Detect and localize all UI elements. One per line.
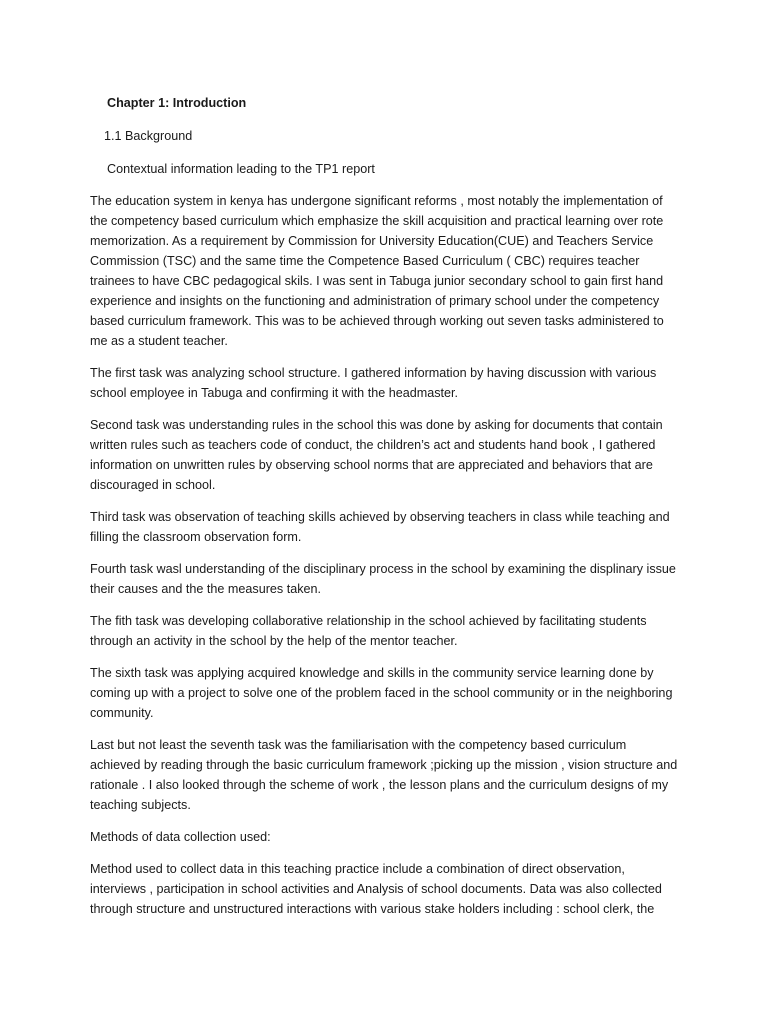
section-title: 1.1 Background	[104, 129, 193, 143]
context-line: Contextual information leading to the TP1 report	[107, 162, 375, 176]
paragraph-third-task: Third task was observation of teaching skills achieved by observing teachers in class while teaching and filling the classroom observation form.	[90, 510, 670, 544]
paragraph-sixth-task: The sixth task was applying acquired knowledge and skills in the community service learning done by coming up with a project to solve one of the problem faced in the school community or in the neighboring community.	[90, 666, 673, 720]
paragraph-fifth-task: The fith task was developing collaborative relationship in the school achieved by facilitating students through an activity in the school by the help of the mentor teacher.	[90, 614, 647, 648]
paragraph-seventh-task: Last but not least the seventh task was the familiarisation with the competency based curriculum achieved by reading through the basic curriculum framework ;picking up the mission , vision structure and rationale . I also looked through the scheme of work , the lesson plans and the curriculum designs of my teaching subjects.	[90, 738, 678, 812]
paragraph-methods: Method used to collect data in this teaching practice include a combination of direct observation, interviews , participation in school activities and Analysis of school documents. Data was also collected through structure and unstructured interactions with various stake holders including : school clerk, the	[90, 862, 662, 916]
paragraph-fourth-task: Fourth task wasl understanding of the disciplinary process in the school by examining the displinary issue their causes and the the measures taken.	[90, 562, 676, 596]
methods-heading: Methods of data collection used:	[90, 830, 271, 844]
paragraph-first-task: The first task was analyzing school structure. I gathered information by having discussion with various school employee in Tabuga and confirming it with the headmaster.	[90, 366, 657, 400]
paragraph-education-system: The education system in kenya has undergone significant reforms , most notably the implementation of the competency based curriculum which emphasize the skill acquisition and practical learning over rote memorization. As a requirement by Commission for University Education(CUE) and Teachers Service Commission (TSC) and the same time the Competence Based Curriculum ( CBC) requires teacher trainees to have CBC pedagogical skils. I was sent in Tabuga junior secondary school to gain first hand experience and insights on the functioning and administration of primary school under the competency based curriculum framework. This was to be achieved through working out seven tasks administered to me as a student teacher.	[90, 194, 664, 348]
document-body	[90, 93, 680, 931]
paragraph-second-task: Second task was understanding rules in the school this was done by asking for documents that contain written rules such as teachers code of conduct, the children’s act and students hand book , I gathered information on unwritten rules by observing school norms that are appreciated and behaviors that are discouraged in school.	[90, 418, 663, 492]
chapter-title: Chapter 1: Introduction	[107, 96, 247, 110]
